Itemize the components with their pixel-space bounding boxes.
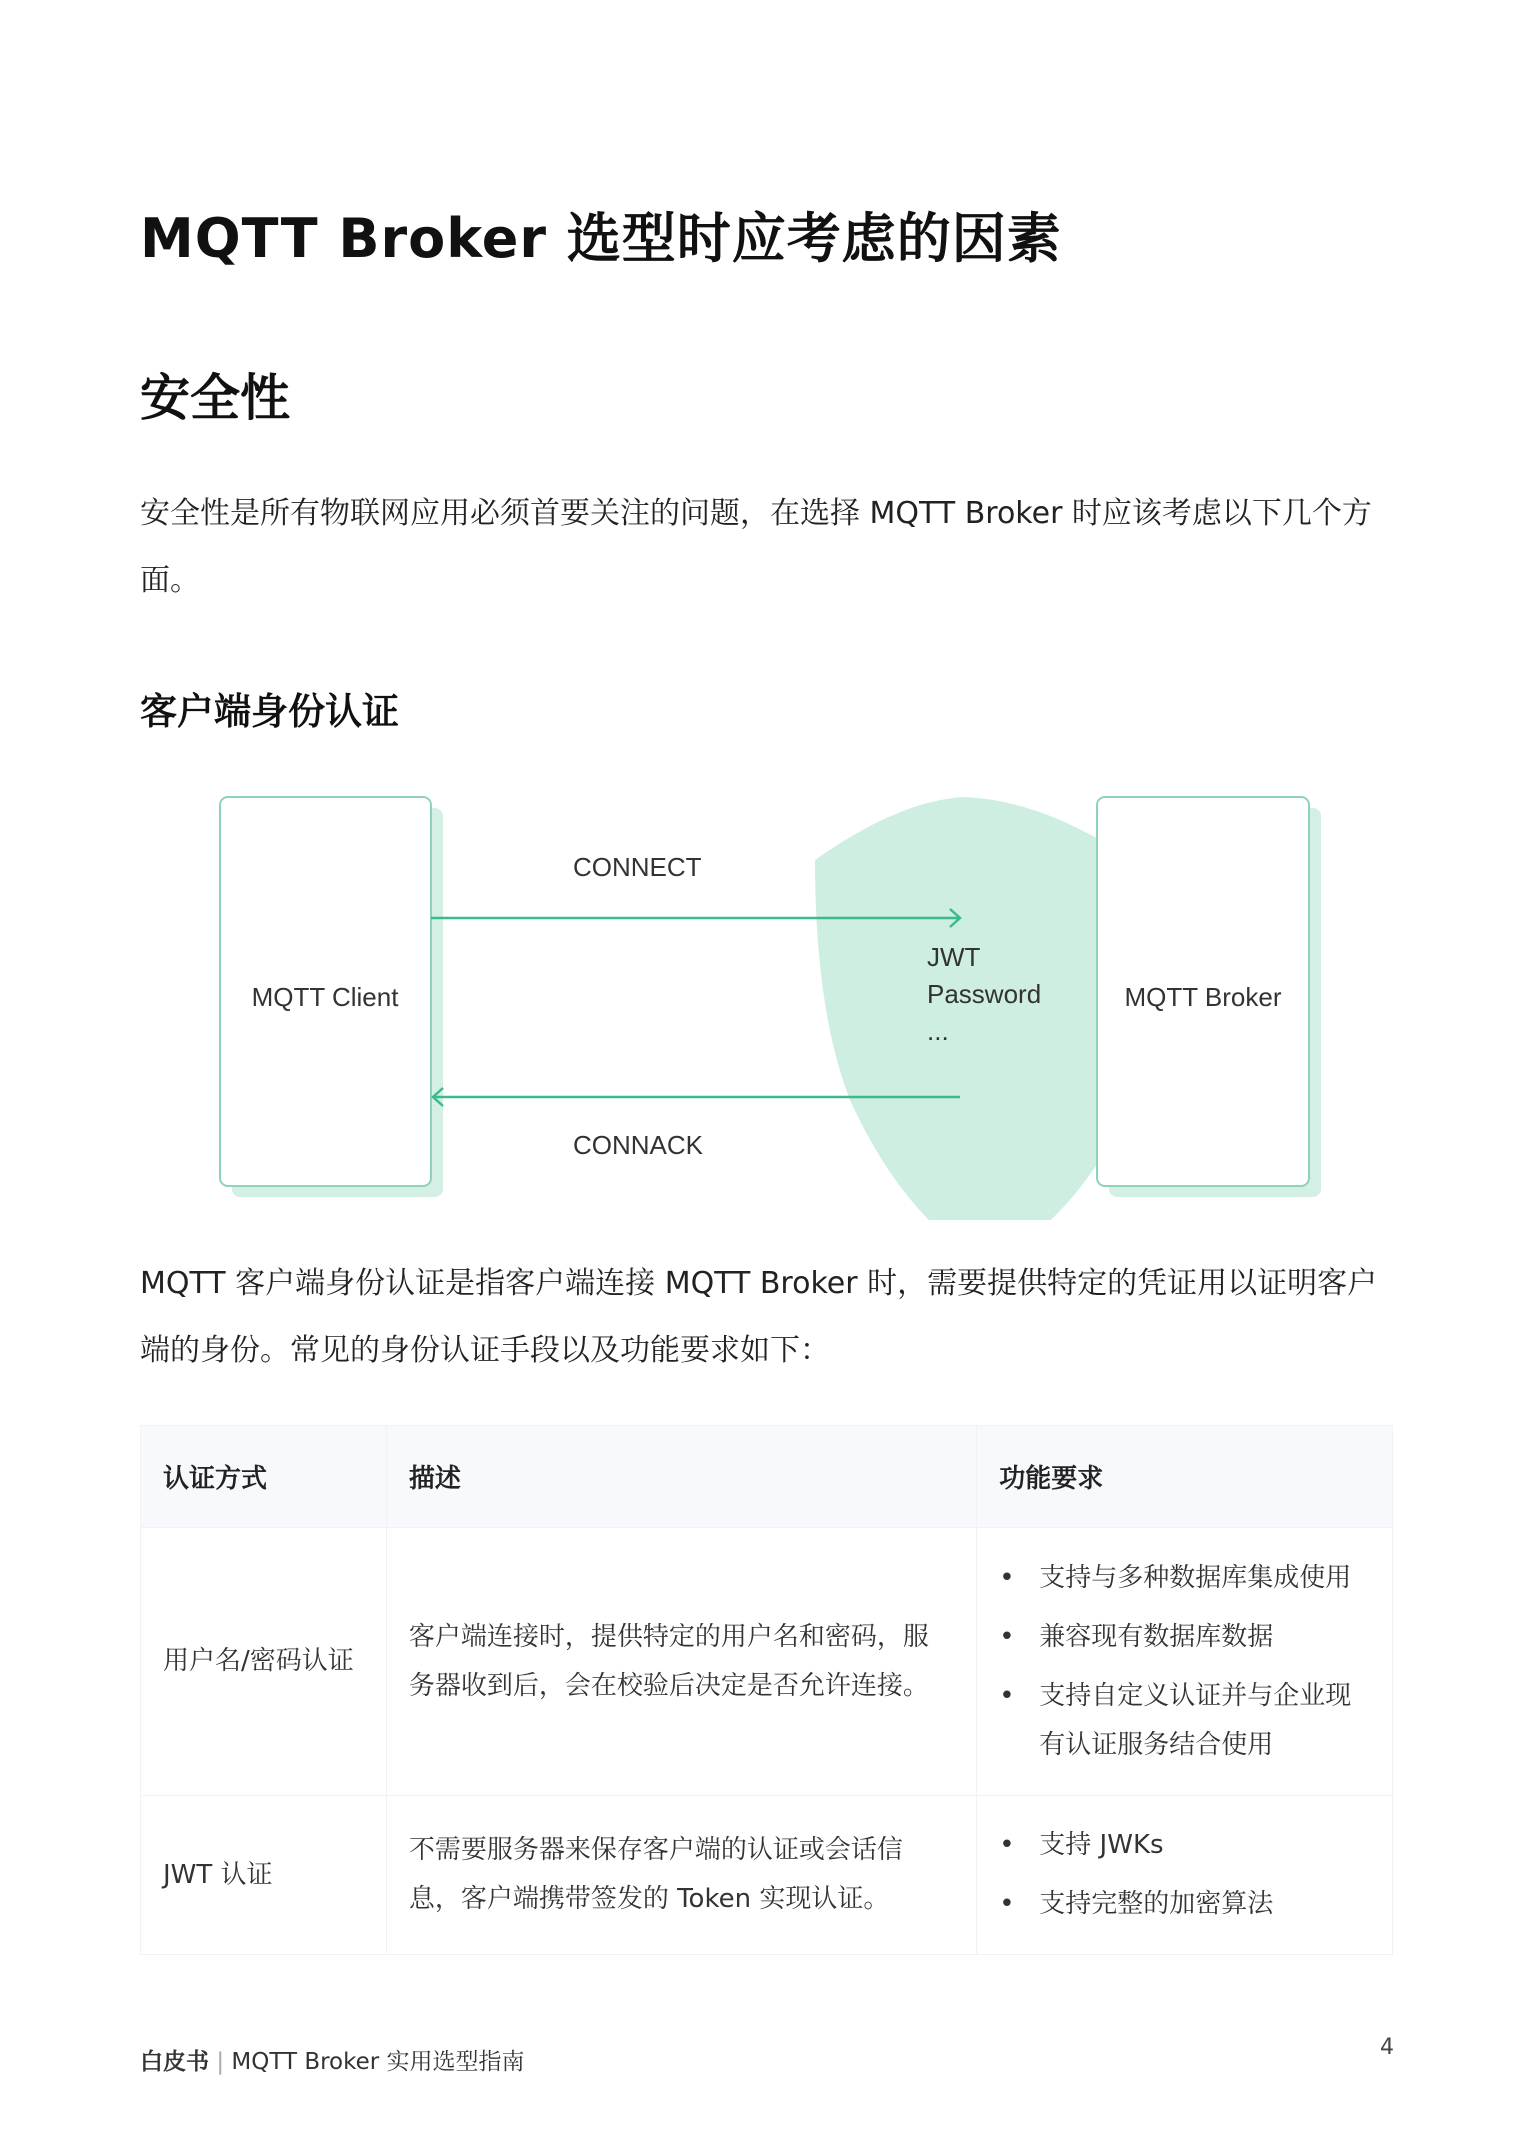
broker-label: MQTT Broker [1124, 982, 1282, 1012]
requirement-item: • 支持完整的加密算法 [999, 1880, 1370, 1929]
footer [140, 2043, 525, 2076]
auth-diagram [200, 780, 1350, 1220]
client-label: MQTT Client [251, 982, 399, 1012]
intro-paragraph: 安全性是所有物联网应用必须首要关注的问题，在选择 MQTT Broker 时应该考虑以下几个方面。 [140, 496, 1372, 598]
description-cell: 客户端连接时，提供特定的用户名和密码，服务器收到后，会在校验后决定是否允许连接。 [386, 1528, 976, 1796]
connect-label: CONNECT [573, 852, 702, 882]
subsection-heading: 客户端身份认证 [140, 690, 399, 733]
header-requirements: 功能要求 [977, 1426, 1393, 1528]
requirement-item: • 支持与多种数据库集成使用 [999, 1554, 1370, 1603]
credential-more: ... [927, 1016, 949, 1046]
page-number: 4 [1380, 2035, 1394, 2060]
footer-separator: | [216, 2049, 225, 2075]
footer-brand: 白皮书 [140, 2049, 209, 2075]
requirement-item: • 兼容现有数据库数据 [999, 1613, 1370, 1662]
credential-password: Password [927, 979, 1042, 1009]
table-header-row [141, 1426, 1393, 1528]
auth-paragraph: MQTT 客户端身份认证是指客户端连接 MQTT Broker 时，需要提供特定的凭证用以证明客户端的身份。常见的身份认证手段以及功能要求如下： [140, 1266, 1378, 1368]
method-cell: JWT 认证 [141, 1796, 387, 1955]
footer-doc-title: MQTT Broker 实用选型指南 [231, 2049, 525, 2075]
requirement-item: • 支持自定义认证并与企业现有认证服务结合使用 [999, 1672, 1370, 1770]
requirements-cell [977, 1796, 1393, 1955]
header-description: 描述 [386, 1426, 976, 1528]
connack-label: CONNACK [573, 1130, 704, 1160]
table-row [141, 1796, 1393, 1955]
requirements-cell [977, 1528, 1393, 1796]
page-title: MQTT Broker 选型时应考虑的因素 [140, 207, 1062, 270]
auth-methods-table [140, 1425, 1393, 1955]
header-method: 认证方式 [141, 1426, 387, 1528]
credential-jwt: JWT [927, 942, 981, 972]
table-row [141, 1528, 1393, 1796]
method-cell: 用户名/密码认证 [141, 1528, 387, 1796]
requirement-item: • 支持 JWKs [999, 1821, 1370, 1870]
section-heading: 安全性 [140, 369, 290, 427]
description-cell: 不需要服务器来保存客户端的认证或会话信息，客户端携带签发的 Token 实现认证。 [386, 1796, 976, 1955]
